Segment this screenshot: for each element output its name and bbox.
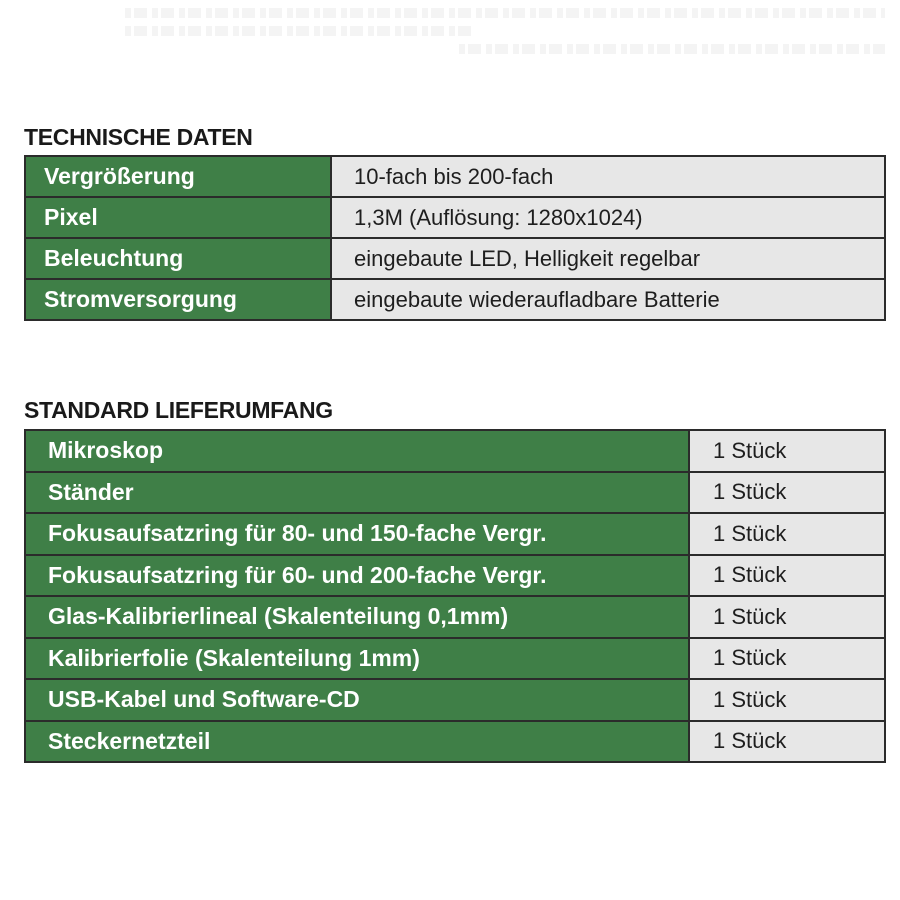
delivery-scope-heading: STANDARD LIEFERUMFANG	[24, 397, 333, 423]
table-row	[25, 679, 885, 721]
item-quantity: 1 Stück	[689, 555, 885, 597]
table-row	[25, 513, 885, 555]
spec-label: Vergrößerung	[25, 156, 331, 197]
item-quantity: 1 Stück	[689, 721, 885, 763]
item-quantity: 1 Stück	[689, 430, 885, 472]
spec-label: Stromversorgung	[25, 279, 331, 320]
item-label: USB-Kabel und Software-CD	[25, 679, 689, 721]
table-row	[25, 721, 885, 763]
item-label: Glas-Kalibrierlineal (Skalenteilung 0,1mm)	[25, 596, 689, 638]
spec-value: 1,3M (Auflösung: 1280x1024)	[331, 197, 885, 238]
item-quantity: 1 Stück	[689, 513, 885, 555]
table-row	[25, 197, 885, 238]
item-label: Fokusaufsatzring für 80- und 150-fache Vergr.	[25, 513, 689, 555]
table-row	[25, 279, 885, 320]
table-row	[25, 555, 885, 597]
spec-value: 10-fach bis 200-fach	[331, 156, 885, 197]
technical-data-table	[24, 155, 886, 321]
spec-label: Pixel	[25, 197, 331, 238]
item-label: Steckernetzteil	[25, 721, 689, 763]
item-label: Kalibrierfolie (Skalenteilung 1mm)	[25, 638, 689, 680]
table-row	[25, 430, 885, 472]
delivery-scope-table	[24, 429, 886, 763]
technical-data-heading: TECHNISCHE DATEN	[24, 124, 253, 150]
item-label: Fokusaufsatzring für 60- und 200-fache Vergr.	[25, 555, 689, 597]
table-row	[25, 472, 885, 514]
spec-label: Beleuchtung	[25, 238, 331, 279]
item-label: Ständer	[25, 472, 689, 514]
item-quantity: 1 Stück	[689, 638, 885, 680]
item-quantity: 1 Stück	[689, 596, 885, 638]
item-quantity: 1 Stück	[689, 679, 885, 721]
table-row	[25, 638, 885, 680]
spec-value: eingebaute wiederaufladbare Batterie	[331, 279, 885, 320]
spec-value: eingebaute LED, Helligkeit regelbar	[331, 238, 885, 279]
item-label: Mikroskop	[25, 430, 689, 472]
table-row	[25, 156, 885, 197]
item-quantity: 1 Stück	[689, 472, 885, 514]
faded-background-text	[125, 0, 885, 70]
table-row	[25, 596, 885, 638]
table-row	[25, 238, 885, 279]
